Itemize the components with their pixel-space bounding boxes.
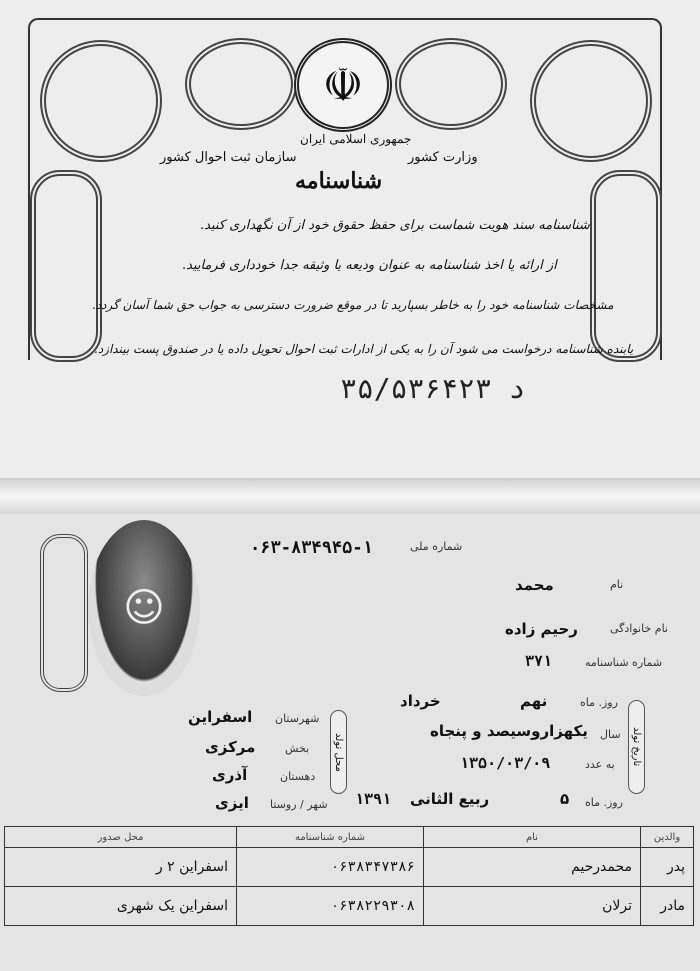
left-scroll-icon [185, 38, 297, 130]
notice-line-1: شناسنامه سند هویت شماست برای حفظ حقوق خود از آن نگهداری کنید. [200, 218, 590, 233]
first-name-value: محمد [515, 576, 554, 594]
father-id: ۰۶۳۸۳۴۷۳۸۶ [237, 848, 424, 887]
birth-daymonth-label: روز. ماه [580, 696, 618, 709]
page-fold [0, 478, 700, 514]
left-vine-icon [30, 170, 102, 362]
district-value: مرکزی [205, 738, 256, 756]
district-label: بخش [285, 742, 310, 755]
left-flourish-icon [40, 40, 162, 162]
mother-id: ۰۶۳۸۲۲۹۳۰۸ [237, 887, 424, 926]
county-value: اسفراین [188, 708, 253, 726]
parents-table [4, 826, 694, 926]
issue-year: ۱۳۹۱ [355, 790, 392, 808]
issue-day: ۵ [560, 790, 570, 808]
right-vine-icon [590, 170, 662, 362]
person-photo-icon: ☺ [123, 585, 165, 631]
document-title: شناسنامه [295, 168, 383, 194]
birth-month-word: خرداد [400, 692, 441, 710]
right-flourish-icon [530, 40, 652, 162]
notice-line-2: از ارائه یا اخذ شناسنامه به عنوان ودیعه یا وثیقه جدا خودداری فرمایید. [182, 258, 557, 273]
mother-issue-place: اسفراین یک شهری [5, 887, 237, 926]
ministry-name: وزارت کشور [408, 150, 478, 165]
rural-label: دهستان [280, 770, 316, 783]
birth-place-tag: محل تولد [330, 710, 347, 794]
side-ornament-icon [40, 534, 88, 692]
county-label: شهرستان [275, 712, 320, 725]
father-row [5, 848, 694, 887]
national-id-value: ۰۶۳-۸۳۴۹۴۵-۱ [250, 538, 373, 558]
cert-number-label: شماره شناسنامه [585, 656, 663, 669]
issue-month: ربیع الثانی [410, 790, 490, 808]
father-label: پدر [641, 848, 694, 887]
last-name-value: رحیم زاده [505, 620, 578, 638]
organization-name: سازمان ثبت احوال کشور [160, 150, 297, 165]
mother-name: ترلان [424, 887, 641, 926]
col-name-header: نام [424, 827, 641, 848]
last-name-label: نام خانوادگی [610, 622, 668, 635]
cert-number-value: ۳۷۱ [525, 652, 553, 670]
serial-number: د ۳۵/۵۳۶۴۲۳ [340, 372, 526, 405]
notice-line-3: مشخصات شناسنامه خود را به خاطر بسپارید تا در موقع ضرورت دسترسی به جواب حق شما آسان گردد. [92, 298, 614, 312]
iran-emblem-icon: ☫ [294, 38, 392, 132]
rural-value: آذری [212, 766, 248, 784]
republic-name: جمهوری اسلامی ایران [300, 132, 412, 146]
parents-header-label: والدین [641, 827, 694, 848]
mother-label: مادر [641, 887, 694, 926]
village-value: ایزی [215, 794, 249, 812]
col-id-header: شماره شناسنامه [237, 827, 424, 848]
father-issue-place: اسفراین ۲ ر [5, 848, 237, 887]
notice-line-4: یابنده شناسنامه درخواست می شود آن را به یکی از ادارات ثبت احوال تحویل داده یا در صندوق پست بیندازد. [94, 342, 634, 356]
birth-year-words: یکهزاروسیصد و پنجاه [430, 722, 588, 740]
birth-numeric-date: ۱۳۵۰/۰۳/۰۹ [460, 754, 551, 772]
col-issue-header: محل صدور [5, 827, 237, 848]
village-label: شهر / روستا [270, 798, 328, 811]
certificate-cover-page [0, 0, 700, 478]
right-scroll-icon [395, 38, 507, 130]
father-name: محمدرحیم [424, 848, 641, 887]
birth-numeric-label: به عدد [585, 758, 615, 771]
holder-photo [88, 520, 200, 696]
mother-row [5, 887, 694, 926]
birth-date-tag: تاریخ تولد [628, 700, 645, 794]
national-id-label: شماره ملی [410, 540, 463, 553]
issue-daymonth-label: روز. ماه [585, 796, 623, 809]
birth-day-word: نهم [520, 692, 548, 710]
first-name-label: نام [610, 578, 624, 591]
birth-year-label: سال [600, 728, 621, 741]
parents-header-row [5, 827, 694, 848]
